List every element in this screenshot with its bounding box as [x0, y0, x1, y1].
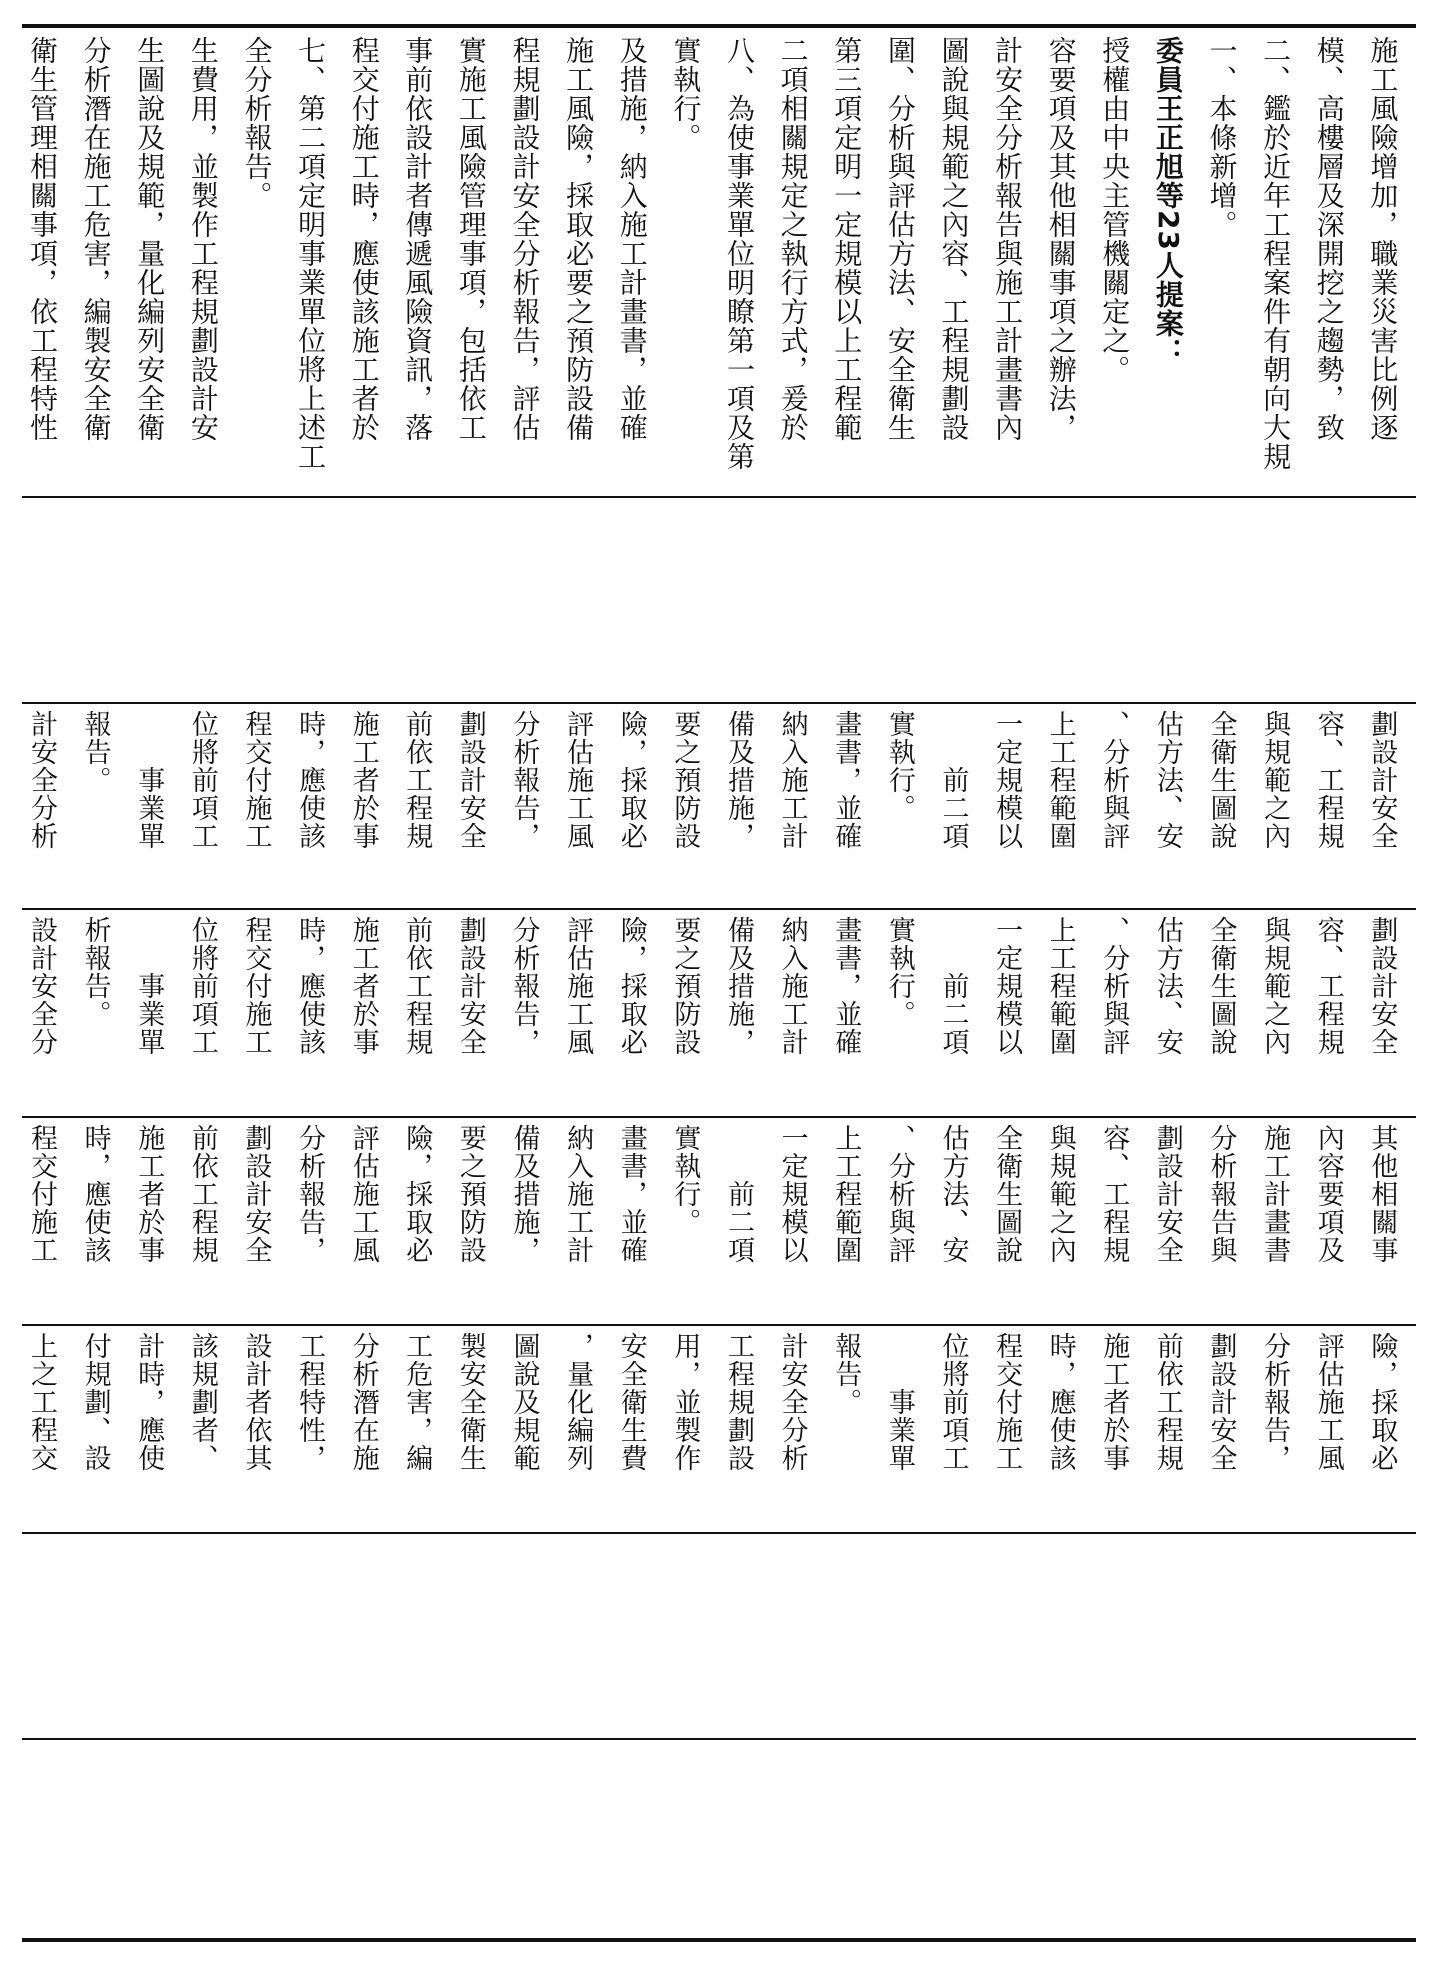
rule-col-b-top [22, 908, 1416, 910]
text-column: 容、工程規 [1312, 916, 1344, 1056]
text-column: 分析報告， [508, 916, 540, 1056]
text-column: 與規範之內 [1259, 710, 1291, 850]
text-column: 圖說與規範之內容、工程規劃設 [937, 36, 971, 442]
text-column: 納入施工計 [776, 710, 808, 850]
text-column: 設計者依其 [240, 1332, 272, 1472]
text-column: 劃設計安全 [240, 1124, 272, 1264]
text-column: 評估施工風 [347, 1124, 379, 1264]
text-column: 與規範之內 [1044, 1124, 1076, 1264]
text-column: 該規劃者、 [186, 1332, 218, 1472]
text-column: 畫書，並確 [830, 710, 862, 850]
text-column: 容要項及其他相關事項之辦法， [1044, 36, 1078, 442]
text-column: 估方法、安 [937, 1124, 969, 1264]
text-column: 程交付施工 [26, 1124, 57, 1264]
text-column: 劃設計安全 [1366, 916, 1398, 1056]
text-column: 險，採取必 [615, 710, 647, 850]
text-column: 生費用，並製作工程規劃設計安 [186, 36, 220, 442]
text-column: 全分析報告。 [240, 36, 274, 210]
text-column: 第三項定明一定規模以上工程範 [830, 36, 864, 442]
text-column: 八、為使事業單位明瞭第一項及第 [723, 36, 756, 471]
proposer-heading: 委員王正旭等23人提案： [1151, 36, 1185, 367]
text-column: 工程特性， [294, 1332, 326, 1472]
text-column: 事前依設計者傳遞風險資訊，落 [401, 36, 435, 442]
text-column: 施工風險，採取必要之預防設備 [562, 36, 596, 442]
text-column: 程交付施工 [991, 1332, 1023, 1472]
text-column: 容、工程規 [1312, 710, 1344, 850]
text-column: 實執行。 [883, 916, 915, 1028]
text-column: 與規範之內 [1259, 916, 1291, 1056]
text-column: 計時，應使 [133, 1332, 165, 1472]
text-column: 工程規劃設 [723, 1332, 754, 1472]
text-column: 程規劃設計安全分析報告，評估 [508, 36, 542, 442]
text-column: 施工者於事 [1098, 1332, 1130, 1472]
text-column: 上工程範圍 [1044, 710, 1076, 850]
text-column: 時，應使該 [79, 1124, 111, 1264]
text-column: 全衛生圖說 [1205, 916, 1237, 1056]
text-column: 析報告。 [79, 916, 111, 1028]
text-column: 上工程範圍 [830, 1124, 862, 1264]
text-column: 事業單 [133, 710, 165, 850]
text-column: 分析潛在施 [347, 1332, 379, 1472]
text-column: 報告。 [830, 1332, 862, 1416]
text-column: 、分析與評 [883, 1124, 915, 1264]
text-column: 安全衛生費 [615, 1332, 647, 1472]
text-column: 前二項 [723, 1124, 754, 1264]
text-column: 施工計畫書 [1259, 1124, 1291, 1264]
text-column: 程交付施工時，應使該施工者於 [347, 36, 381, 442]
text-column: 備及措施， [723, 710, 754, 850]
text-column: 時，應使該 [294, 916, 326, 1056]
text-column: 一定規模以 [991, 710, 1023, 850]
text-column: 模、高樓層及深開挖之趨勢，致 [1312, 36, 1346, 442]
text-column: 施工者於事 [347, 710, 379, 850]
text-column: 實執行。 [669, 1124, 701, 1236]
text-column: 納入施工計 [776, 916, 808, 1056]
text-column: 施工風險增加，職業災害比例逐 [1366, 36, 1400, 442]
text-column: 計安全分析 [26, 710, 57, 850]
text-column: 前依工程規 [401, 916, 433, 1056]
text-column: 位將前項工 [937, 1332, 969, 1472]
text-column: 事業單 [133, 916, 165, 1056]
text-column: 衛生管理相關事項，依工程特性 [26, 36, 59, 442]
text-column: 劃設計安全 [1205, 1332, 1237, 1472]
text-column: 要之預防設 [454, 1124, 486, 1264]
text-column: 劃設計安全 [1151, 1124, 1183, 1264]
text-column: 評估施工風 [562, 916, 594, 1056]
text-column: 估方法、安 [1151, 710, 1183, 850]
text-column: 用，並製作 [669, 1332, 701, 1472]
article-column-c [22, 1120, 1416, 1322]
text-column: 實施工風險管理事項，包括依工 [454, 36, 488, 442]
text-column: 計安全分析 [776, 1332, 808, 1472]
bottom-rule [22, 1938, 1416, 1942]
text-column: 險，採取必 [401, 1124, 433, 1264]
text-column: 上之工程交 [26, 1332, 57, 1472]
text-column: 畫書，並確 [830, 916, 862, 1056]
text-column: 二、鑑於近年工程案件有朝向大規 [1259, 36, 1293, 471]
text-column: 施工者於事 [133, 1124, 165, 1264]
text-column: 製安全衛生 [454, 1332, 486, 1472]
text-column: 二項相關規定之執行方式，爰於 [776, 36, 810, 442]
text-column: 險，採取必 [1366, 1332, 1398, 1472]
rule-empty-bottom [22, 1738, 1416, 1740]
text-column: 、分析與評 [1098, 710, 1130, 850]
text-column: 時，應使該 [294, 710, 326, 850]
text-column: 前依工程規 [186, 1124, 218, 1264]
rule-col-d-bottom [22, 1532, 1416, 1534]
text-column: 劃設計安全 [454, 916, 486, 1056]
text-column: 上工程範圍 [1044, 916, 1076, 1056]
text-column: 前二項 [937, 710, 969, 850]
text-column: 備及措施， [723, 916, 754, 1056]
text-column: 分析潛在施工危害，編製安全衛 [79, 36, 113, 442]
text-column: 險，採取必 [615, 916, 647, 1056]
text-column: 劃設計安全 [454, 710, 486, 850]
text-column: 納入施工計 [562, 1124, 594, 1264]
text-column: 設計安全分 [26, 916, 57, 1056]
text-column: 、分析與評 [1098, 916, 1130, 1056]
text-column: 估方法、安 [1151, 916, 1183, 1056]
text-column: 評估施工風 [1312, 1332, 1344, 1472]
text-column: 備及措施， [508, 1124, 540, 1264]
text-column: 計安全分析報告與施工計畫書內 [991, 36, 1025, 442]
rule-col-c-top [22, 1116, 1416, 1118]
text-column: 全衛生圖說 [1205, 710, 1237, 850]
text-column: 全衛生圖說 [991, 1124, 1023, 1264]
text-column: 一定規模以 [991, 916, 1023, 1056]
text-column: 前依工程規 [1151, 1332, 1183, 1472]
text-column: ，量化編列 [562, 1332, 594, 1472]
text-column: 一定規模以 [776, 1124, 808, 1264]
text-column: 畫書，並確 [615, 1124, 647, 1264]
text-column: 程交付施工 [240, 710, 272, 850]
text-column: 分析報告與 [1205, 1124, 1237, 1264]
text-column: 前二項 [937, 916, 969, 1056]
article-column-d [22, 1328, 1416, 1528]
text-column: 位將前項工 [186, 916, 218, 1056]
text-column: 要之預防設 [669, 710, 701, 850]
text-column: 容、工程規 [1098, 1124, 1130, 1264]
text-column: 及措施，納入施工計畫書，並確 [615, 36, 649, 442]
explanation-section [22, 32, 1416, 492]
text-column: 圍、分析與評估方法、安全衛生 [883, 36, 917, 442]
text-column: 實執行。 [669, 36, 703, 152]
text-column: 施工者於事 [347, 916, 379, 1056]
text-column: 事業單 [883, 1332, 915, 1472]
text-column: 分析報告， [508, 710, 540, 850]
text-column: 前依工程規 [401, 710, 433, 850]
text-column: 位將前項工 [186, 710, 218, 850]
text-column: 程交付施工 [240, 916, 272, 1056]
text-column: 圖說及規範 [508, 1332, 540, 1472]
text-column: 時，應使該 [1044, 1332, 1076, 1472]
text-column: 授權由中央主管機關定之。 [1098, 36, 1132, 384]
text-column: 一、本條新增。 [1205, 36, 1239, 239]
text-column: 報告。 [79, 710, 111, 794]
text-column: 生圖說及規範，量化編列安全衛 [133, 36, 167, 442]
rule-col-a-top [22, 702, 1416, 704]
text-column: 七、第二項定明事業單位將上述工 [294, 36, 328, 471]
text-column: 要之預防設 [669, 916, 701, 1056]
text-column: 評估施工風 [562, 710, 594, 850]
text-column: 分析報告， [1259, 1332, 1291, 1472]
text-column: 實執行。 [883, 710, 915, 822]
text-column: 分析報告， [294, 1124, 326, 1264]
rule-proposal-bottom [22, 496, 1416, 498]
text-column: 劃設計安全 [1366, 710, 1398, 850]
text-column: 內容要項及 [1312, 1124, 1344, 1264]
top-rule [22, 24, 1416, 28]
rule-col-d-top [22, 1324, 1416, 1326]
article-column-a [22, 706, 1416, 904]
text-column: 付規劃、設 [79, 1332, 111, 1472]
text-column: 工危害，編 [401, 1332, 433, 1472]
article-column-b [22, 912, 1416, 1114]
text-column: 其他相關事 [1366, 1124, 1398, 1264]
